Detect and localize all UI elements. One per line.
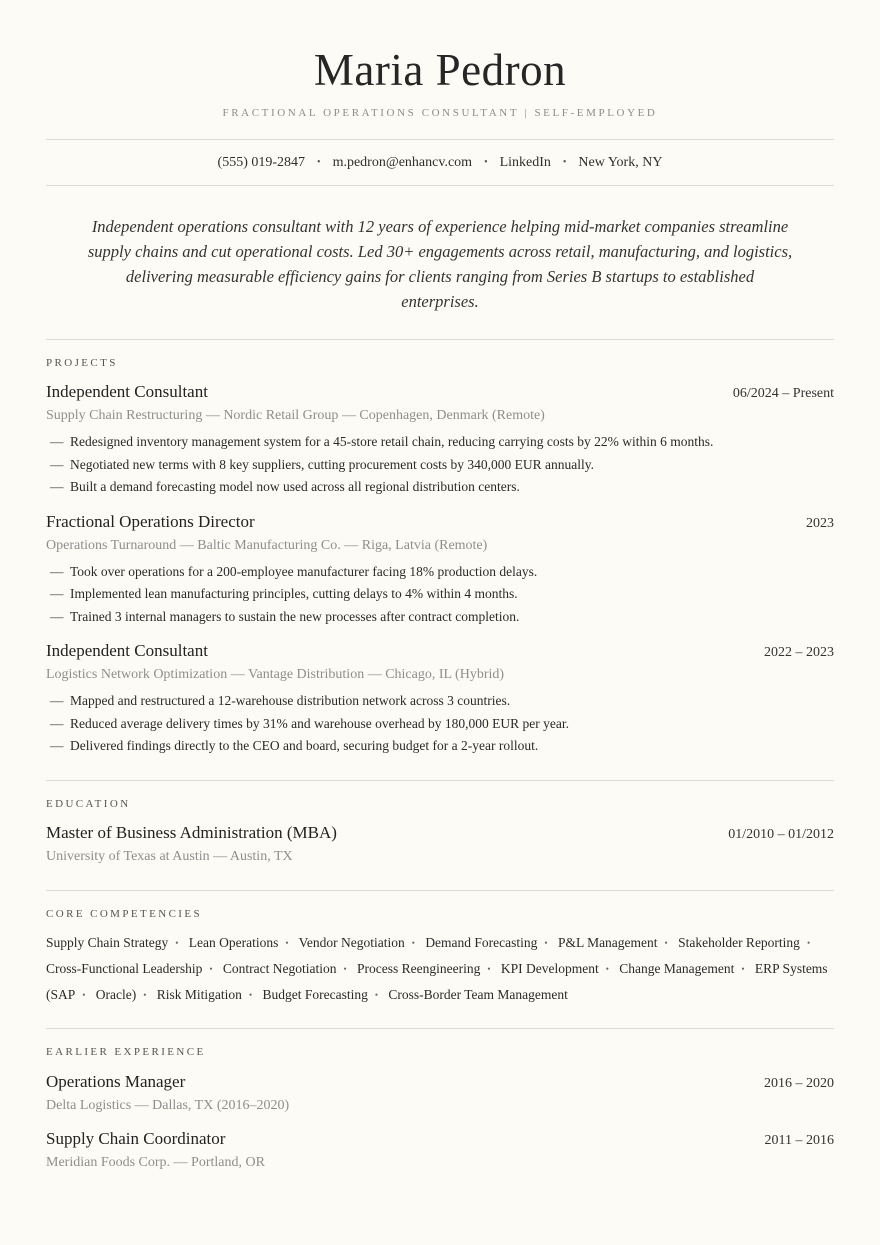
- bullet-item: — Trained 3 internal managers to sustain the new processes after contract completion.: [46, 606, 834, 629]
- contact-separator: •: [484, 157, 488, 168]
- competency-separator: •: [544, 937, 548, 948]
- contact-separator: •: [562, 157, 567, 168]
- competency-separator: •: [285, 937, 289, 948]
- competency-item: Process Reengineering: [357, 960, 481, 976]
- summary: Independent operations consultant with 12 years of experience helping mid-market companies streamline supply chains and cut operational costs. Led 30+ engagements across retail, manufacturing, and logistics, delivering measurable efficiency gains for clients ranging from Series B startups to established enterprises.: [46, 186, 834, 340]
- candidate-subtitle: FRACTIONAL OPERATIONS CONSULTANT | SELF-EMPLOYED: [222, 107, 658, 119]
- entry-title: Fractional Operations Director: [46, 511, 255, 531]
- competency-item: Cross-Functional Leadership: [46, 960, 203, 976]
- section-divider: [46, 1028, 834, 1029]
- bullet-text: Delivered findings directly to the CEO and board, securing budget for a 2-year rollout.: [70, 738, 539, 753]
- competency-item: Risk Mitigation: [156, 986, 242, 1002]
- competency-item: Demand Forecasting: [425, 934, 538, 950]
- bullet-text: Mapped and restructured a 12-warehouse distribution network across 3 countries.: [70, 693, 511, 708]
- bullet-list: [46, 690, 834, 758]
- section-title-competencies: CORE COMPETENCIES: [46, 907, 203, 920]
- bullet-list: [46, 561, 834, 629]
- project-entry: [46, 382, 834, 499]
- project-entry: [46, 512, 834, 629]
- competency-separator: •: [664, 937, 668, 948]
- competency-separator: •: [343, 963, 347, 974]
- entry-date: 2016 – 2020: [764, 1075, 834, 1091]
- experience-entry: [46, 1072, 834, 1114]
- education-section: [46, 798, 834, 865]
- entry-subtitle: Logistics Network Optimization — Vantage Distribution — Chicago, IL (Hybrid): [46, 667, 505, 682]
- contact-bar: [46, 139, 834, 186]
- competency-separator: •: [175, 937, 179, 948]
- entry-title: Independent Consultant: [46, 382, 208, 401]
- competencies-section: [46, 908, 834, 1008]
- competency-separator: •: [411, 937, 415, 948]
- competency-item: ERP Systems (SAP: [46, 960, 828, 1002]
- entry-title: Operations Manager: [46, 1071, 186, 1091]
- competency-item: Vendor Negotiation: [298, 934, 405, 950]
- bullet-item: — Delivered findings directly to the CEO and board, securing budget for a 2-year rollout.: [46, 735, 834, 758]
- entry-subtitle: Meridian Foods Corp. — Portland, OR: [46, 1154, 265, 1170]
- contact-email[interactable]: m.pedron@enhancv.com: [332, 154, 473, 170]
- section-title-projects: PROJECTS: [46, 357, 118, 369]
- competency-item: Contract Negotiation: [222, 960, 337, 976]
- competency-separator: •: [248, 989, 253, 1000]
- competency-item: Cross-Border Team Management: [388, 986, 568, 1002]
- entry-date: 2023: [806, 515, 834, 531]
- bullet-item: — Redesigned inventory management system for a 45-store retail chain, reducing carrying costs by 22% within 6 months.: [46, 431, 834, 454]
- competency-separator: •: [487, 963, 491, 974]
- entry-title: Supply Chain Coordinator: [46, 1128, 226, 1148]
- bullet-item: — Built a demand forecasting model now used across all regional distribution centers.: [46, 476, 834, 499]
- education-entry: [46, 823, 834, 865]
- competency-separator: •: [374, 989, 378, 1000]
- bullet-item: — Negotiated new terms with 8 key suppliers, cutting procurement costs by 340,000 EUR annually.: [46, 454, 834, 477]
- competency-item: Supply Chain Strategy: [46, 934, 169, 950]
- bullet-text: Implemented lean manufacturing principles, cutting delays to 4% within 4 months.: [70, 586, 518, 601]
- competency-item: Lean Operations: [188, 934, 279, 950]
- candidate-name: Maria Pedron: [313, 45, 567, 95]
- section-title-earlier: EARLIER EXPERIENCE: [46, 1045, 206, 1058]
- entry-date: 2011 – 2016: [764, 1132, 834, 1148]
- bullet-text: Built a demand forecasting model now used across all regional distribution centers.: [70, 479, 520, 494]
- bullet-item: — Reduced average delivery times by 31% and warehouse overhead by 180,000 EUR per year.: [46, 713, 834, 736]
- experience-entry: [46, 1129, 834, 1171]
- competency-separator: •: [209, 963, 213, 974]
- entry-date: 06/2024 – Present: [732, 386, 834, 401]
- competency-item: Change Management: [619, 960, 735, 976]
- bullet-text: Took over operations for a 200-employee manufacturer facing 18% production delays.: [70, 563, 538, 579]
- bullet-text: Negotiated new terms with 8 key suppliers, cutting procurement costs by 340,000 EUR annually.: [70, 456, 595, 472]
- competency-separator: •: [605, 963, 609, 974]
- entry-title: Master of Business Administration (MBA): [46, 822, 337, 842]
- earlier-experience-section: [46, 1046, 834, 1171]
- competency-separator: •: [143, 989, 147, 1000]
- entry-title: Independent Consultant: [46, 641, 208, 660]
- competency-item: Stakeholder Reporting: [678, 934, 800, 950]
- project-entry: [46, 641, 834, 758]
- bullet-list: [46, 431, 834, 499]
- contact-separator: •: [317, 157, 321, 168]
- competency-separator: •: [82, 989, 86, 1000]
- entry-date: 2022 – 2023: [764, 645, 834, 660]
- competency-item: Budget Forecasting: [262, 986, 368, 1002]
- bullet-item: — Mapped and restructured a 12-warehouse distribution network across 3 countries.: [46, 690, 834, 713]
- projects-section: [46, 357, 834, 758]
- entry-subtitle: University of Texas at Austin — Austin, TX: [46, 848, 293, 864]
- entry-date: 01/2010 – 01/2012: [728, 826, 834, 842]
- competency-item: Oracle): [95, 986, 137, 1002]
- section-divider: [46, 780, 834, 781]
- section-title-education: EDUCATION: [46, 797, 131, 810]
- bullet-text: Redesigned inventory management system for a 45-store retail chain, reducing carrying costs by 22% within 6 months.: [70, 434, 714, 449]
- bullet-text: Trained 3 internal managers to sustain the new processes after contract completion.: [70, 608, 520, 624]
- competency-item: KPI Development: [500, 960, 599, 976]
- competency-list: [46, 930, 834, 1008]
- section-divider: [46, 890, 834, 891]
- bullet-item: — Implemented lean manufacturing principles, cutting delays to 4% within 4 months.: [46, 583, 834, 606]
- competency-item: P&L Management: [557, 934, 658, 950]
- bullet-text: Reduced average delivery times by 31% and warehouse overhead by 180,000 EUR per year.: [70, 715, 569, 731]
- contact-linkedin[interactable]: LinkedIn: [499, 154, 551, 170]
- competency-separator: •: [741, 963, 745, 974]
- entry-subtitle: Supply Chain Restructuring — Nordic Retail Group — Copenhagen, Denmark (Remote): [46, 408, 545, 423]
- contact-location: New York, NY: [578, 154, 663, 170]
- bullet-item: — Took over operations for a 200-employee manufacturer facing 18% production delays.: [46, 561, 834, 584]
- contact-phone: (555) 019-2847: [217, 154, 306, 170]
- entry-subtitle: Delta Logistics — Dallas, TX (2016–2020): [46, 1097, 290, 1113]
- competency-separator: •: [806, 937, 811, 948]
- entry-subtitle: Operations Turnaround — Baltic Manufacturing Co. — Riga, Latvia (Remote): [46, 537, 488, 553]
